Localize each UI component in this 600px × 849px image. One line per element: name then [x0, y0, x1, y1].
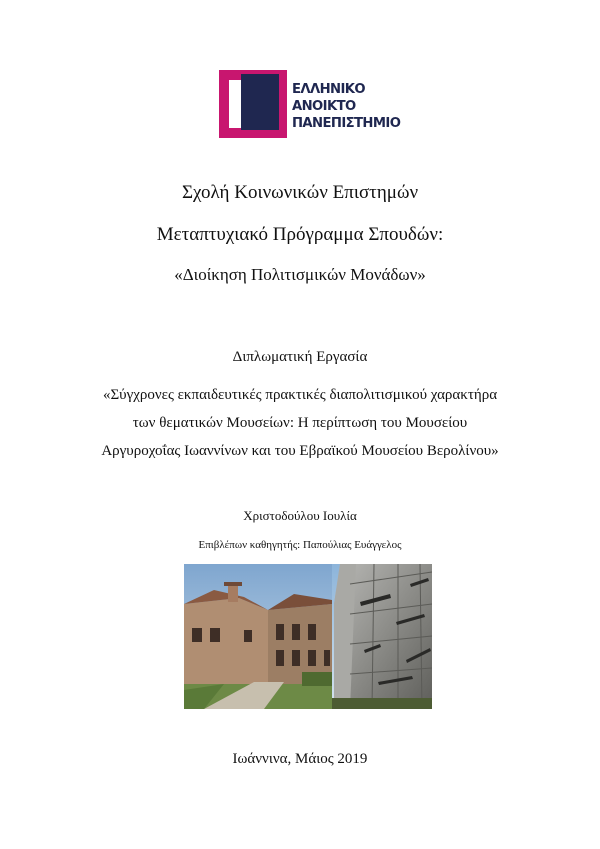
logo-text-line-1: ΕΛΛΗΝΙΚΟ [292, 82, 366, 97]
program-label: Μεταπτυχιακό Πρόγραμμα Σπουδών: [156, 224, 444, 245]
logo-text [292, 81, 400, 132]
thesis-title-line-3: Αργυροχοΐας Ιωαννίνων και του Εβραϊκού Μουσείου Βερολίνου» [101, 443, 499, 459]
program-name: «Διοίκηση Πολιτισμικών Μονάδων» [174, 265, 426, 284]
thesis-title-line-2: των θεματικών Μουσείων: Η περίπτωση του Μουσείου [132, 415, 468, 431]
museum-photos [184, 564, 432, 709]
logo-text-line-3: ΠΑΝΕΠΙΣΤΗΜΙΟ [292, 116, 401, 131]
thesis-title-line-1: «Σύγχρονες εκπαιδευτικές πρακτικές διαπολιτισμικού χαρακτήρα [102, 387, 498, 403]
logo-text-line-2: ΑΝΟΙΚΤΟ [292, 99, 356, 114]
logo-mark-icon [219, 70, 291, 142]
school-name: Σχολή Κοινωνικών Επιστημών [181, 182, 419, 203]
supervisor-line: Επιβλέπων καθηγητής: Παπούλιας Ευάγγελος [198, 539, 402, 551]
university-logo [219, 70, 409, 142]
silversmithing-museum-photo [184, 564, 332, 709]
place-and-date: Ιωάννινα, Μάιος 2019 [232, 751, 368, 767]
thesis-type: Διπλωματική Εργασία [232, 349, 368, 365]
author-name: Χριστοδούλου Ιουλία [243, 508, 357, 523]
jewish-museum-berlin-photo [332, 564, 432, 709]
